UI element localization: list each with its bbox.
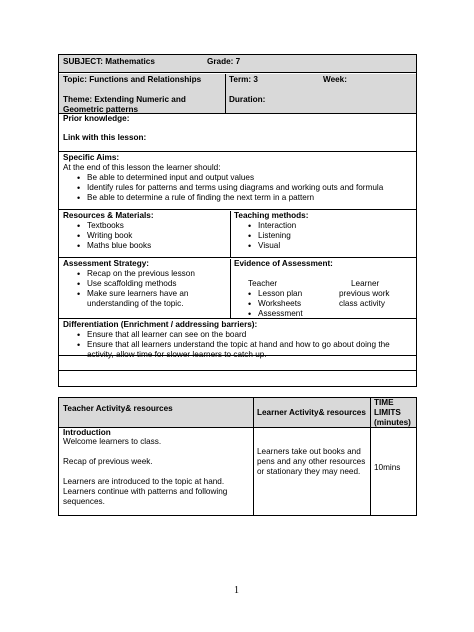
subject-label: SUBJECT: Mathematics: [63, 57, 155, 66]
evidence-learner-item: previous work: [339, 289, 390, 298]
teacher-line: Welcome learners to class.: [63, 437, 162, 446]
link-lesson-label: Link with this lesson:: [63, 133, 147, 142]
resources-heading: Resources & Materials:: [63, 211, 154, 220]
theme-label: Theme: Extending Numeric and Geometric patterns: [63, 95, 186, 114]
list-item: • Make sure learners have an understanding of the topic.: [63, 289, 223, 309]
page-number: 1: [234, 585, 239, 596]
differentiation-heading: Differentiation (Enrichment / addressing barriers):: [63, 320, 258, 329]
list-item: • Lesson plan: [234, 289, 334, 299]
list-item: • Use scaffolding methods: [63, 279, 223, 289]
list-item: • Be able to determine a rule of finding the next term in a pattern: [63, 193, 408, 203]
week-label: Week:: [323, 75, 347, 84]
list-item: • Maths blue books: [63, 241, 228, 251]
time-value: 10mins: [374, 463, 401, 472]
list-item: • Writing book: [63, 231, 228, 241]
learner-activity-text: Learners take out books and pens and any other resources or stationary they may need.: [257, 447, 366, 476]
list-item: • Be able to determined input and output values: [63, 173, 408, 183]
teaching-methods-list: [234, 221, 414, 251]
topic-label: Topic: Functions and Relationships: [63, 75, 202, 84]
list-item: • Worksheets: [234, 299, 334, 309]
teacher-line: Learners are introduced to the topic at hand. Learners continue with patterns and following sequences.: [63, 477, 228, 506]
topic-divider: [225, 74, 226, 114]
col-time-header: TIME LIMITS (minutes): [374, 398, 411, 427]
resources-divider: [230, 211, 231, 258]
col-learner-header: Learner Activity& resources: [257, 408, 366, 417]
list-item: • Recap on the previous lesson: [63, 269, 223, 279]
assessment-strategy-list: [63, 269, 223, 309]
assessment-divider: [230, 259, 231, 319]
evidence-teacher-label: Teacher: [248, 279, 278, 288]
teacher-line: Recap of previous week.: [63, 457, 153, 466]
list-item: • Ensure that all learners understand the topic at hand and how to go about doing the activity, allow time for slower learners to catch up.: [63, 340, 411, 360]
grade-label: Grade: 7: [207, 57, 241, 66]
evidence-learner-label: Learner: [351, 279, 380, 288]
evidence-teacher-list: [234, 289, 334, 319]
resources-list: [63, 221, 228, 251]
evidence-heading: Evidence of Assessment:: [234, 259, 333, 268]
list-item: • Assessment: [234, 309, 334, 319]
intro-heading: Introduction: [63, 428, 111, 437]
activity-divider-2: [370, 398, 371, 515]
term-label: Term: 3: [229, 75, 258, 84]
evidence-learner-item: class activity: [339, 299, 385, 308]
list-item: • Identify rules for patterns and terms using diagrams and working outs and formula: [63, 183, 408, 193]
empty-row: [59, 357, 416, 371]
list-item: • Visual: [234, 241, 414, 251]
duration-label: Duration:: [229, 95, 266, 104]
activity-divider-1: [253, 398, 254, 515]
teaching-methods-heading: Teaching methods:: [234, 211, 309, 220]
prior-knowledge-label: Prior knowledge:: [63, 114, 130, 123]
specific-aims-intro: At the end of this lesson the learner should:: [63, 163, 221, 172]
specific-aims-list: [63, 173, 408, 203]
differentiation-list: [63, 330, 411, 360]
list-item: • Textbooks: [63, 221, 228, 231]
list-item: • Interaction: [234, 221, 414, 231]
list-item: • Listening: [234, 231, 414, 241]
col-teacher-header: Teacher Activity& resources: [63, 404, 173, 413]
assessment-strategy-heading: Assessment Strategy:: [63, 259, 150, 268]
list-item: • Ensure that all learner can see on the board: [63, 330, 411, 340]
specific-aims-heading: Specific Aims:: [63, 153, 120, 162]
